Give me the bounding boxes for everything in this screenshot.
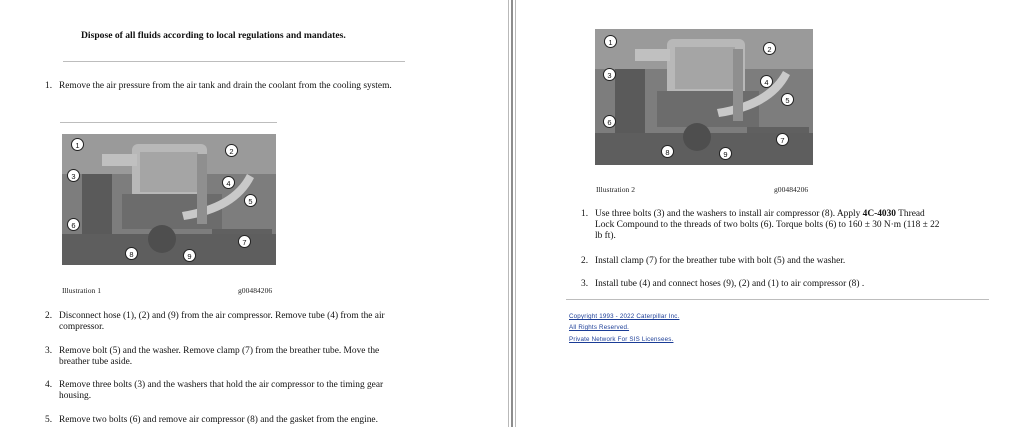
callout-4: 4 — [222, 176, 235, 189]
callout-2: 2 — [763, 42, 776, 55]
copyright-link[interactable]: Copyright 1993 - 2022 Caterpillar Inc. — [569, 313, 680, 320]
callout-3: 3 — [67, 169, 80, 182]
engine-photo — [62, 134, 276, 265]
callout-3: 3 — [603, 68, 616, 81]
callout-1: 1 — [604, 35, 617, 48]
callout-8: 8 — [125, 247, 138, 260]
callout-7: 7 — [238, 235, 251, 248]
illustration-id: g00484206 — [774, 185, 809, 194]
callout-6: 6 — [67, 218, 80, 231]
callout-4: 4 — [760, 75, 773, 88]
callout-7: 7 — [776, 133, 789, 146]
divider — [63, 61, 405, 62]
callout-8: 8 — [661, 145, 674, 158]
callout-5: 5 — [244, 194, 257, 207]
divider — [566, 299, 989, 300]
rights-link[interactable]: All Rights Reserved. — [569, 324, 630, 331]
right-page: 1 2 3 4 5 6 7 8 9 Illustration 2 g00484206 1. Use three bolts (3) and the washers to install air compressor (8). Apply 4C-4030 Thread Lock Compound to the threads of two bolts (6). Torque bolts (6) to 160 ± 30 N·m (118 ± 22 lb ft). 2. Install clamp (7) for the breather tube with bolt (5) and the washer. 3. Install tube (4) and connect hoses (9), (2) and (1) to air compressor (8) . Copyright 1993 - 2022 Caterpillar Inc. All Rights Reserved. Private Network For SIS Licensees. — [516, 0, 1035, 427]
callout-9: 9 — [183, 249, 196, 262]
callout-1: 1 — [71, 138, 84, 151]
callout-9: 9 — [719, 147, 732, 160]
callout-5: 5 — [781, 93, 794, 106]
engine-photo — [595, 29, 813, 165]
page-gutter — [508, 0, 516, 427]
part-number: 4C-4030 — [862, 209, 896, 219]
divider — [60, 122, 277, 123]
illustration-label: Illustration 1 — [62, 286, 102, 295]
left-page: Dispose of all fluids according to local regulations and mandates. 1. Remove the air pressure from the air tank and drain the coolant from the cooling system. 1 2 3 4 5 6 7 8 9 Illustration 1 g00484206 2. Disconnect hose (1), (2) and (9) from the air compressor. Remove tube (4) from the air compressor. 3. Remove bolt (5) and the washer. Remove clamp (7) from the breather tube. Move the breather tube aside. 4. Remove three bolts (3) and the washers that hold the air compressor to the timing gear housing. 5. Remove two bolts (6) and remove air compressor (8) and the gasket from the engine. — [0, 0, 508, 427]
callout-2: 2 — [225, 144, 238, 157]
illustration-label: Illustration 2 — [596, 185, 636, 194]
illustration-id: g00484206 — [238, 286, 273, 295]
callout-6: 6 — [603, 115, 616, 128]
network-link[interactable]: Private Network For SIS Licensees. — [569, 336, 674, 343]
disposal-warning: Dispose of all fluids according to local regulations and mandates. — [81, 30, 346, 41]
